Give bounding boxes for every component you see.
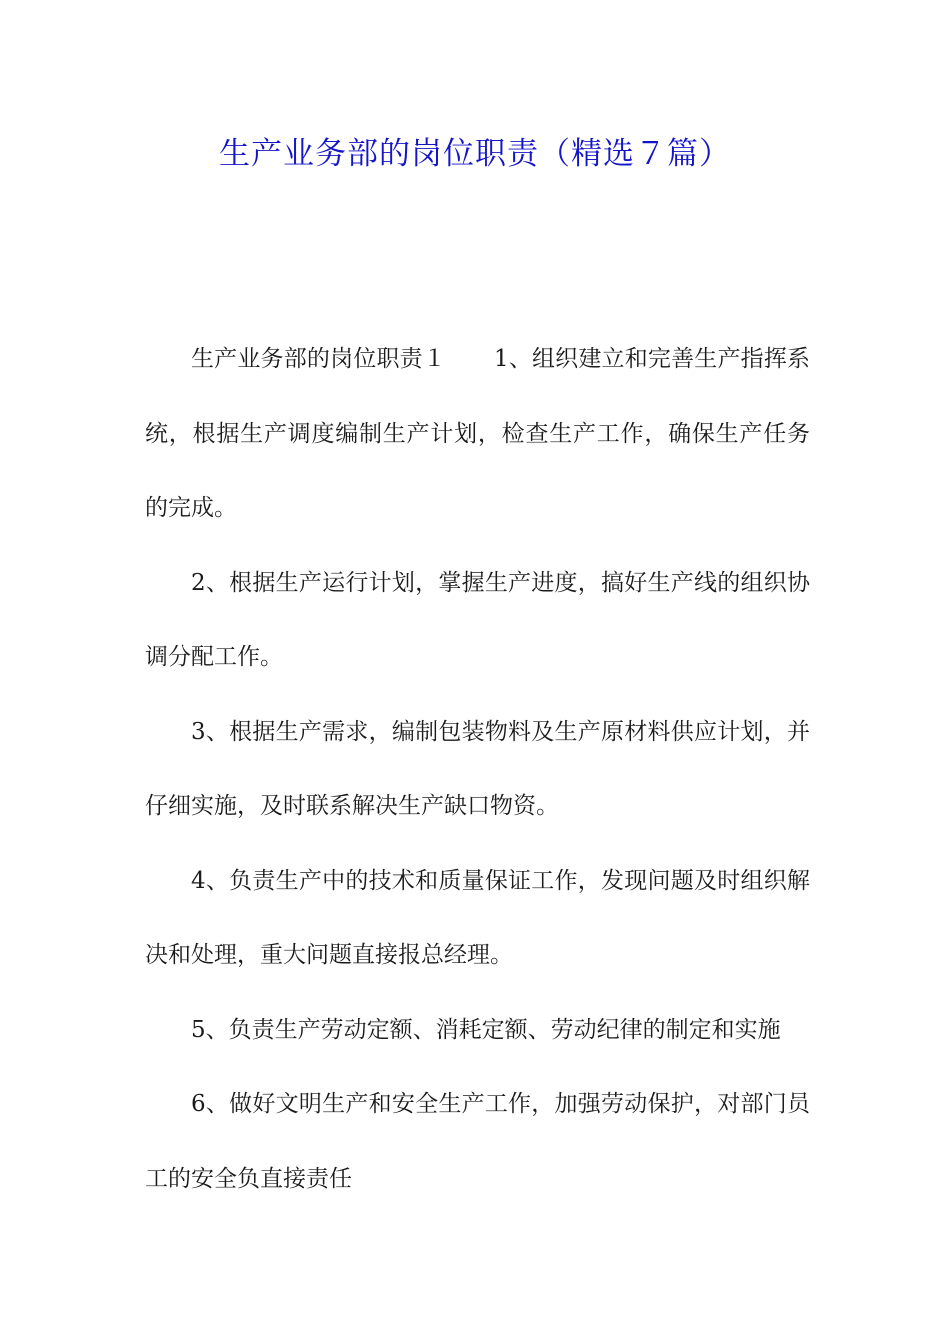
paragraph-5: 5、负责生产劳动定额、消耗定额、劳动纪律的制定和实施 (191, 1016, 781, 1043)
paragraph-1-text: 1、组织建立和完善生产指挥系统，根据生产调度编制生产计划，检查生产工作，确保生产任务的完成。 (145, 346, 810, 521)
paragraph-4: 4、负责生产中的技术和质量保证工作，发现问题及时组织解决和处理，重大问题直接报总经理。 (145, 867, 810, 968)
document-title: 生产业务部的岗位职责（精选７篇） (219, 136, 731, 172)
section-heading: 生产业务部的岗位职责１ (191, 346, 446, 372)
paragraph-2: 2、根据生产运行计划，掌握生产进度，搞好生产线的组织协调分配工作。 (145, 569, 810, 670)
paragraph-6: 6、做好文明生产和安全生产工作，加强劳动保护，对部门员工的安全负直接责任 (145, 1091, 810, 1192)
document-body (145, 322, 810, 1216)
paragraph-3: 3、根据生产需求，编制包装物料及生产原材料供应计划，并仔细实施，及时联系解决生产缺口物资。 (145, 718, 810, 819)
paragraph-1 (145, 322, 810, 546)
